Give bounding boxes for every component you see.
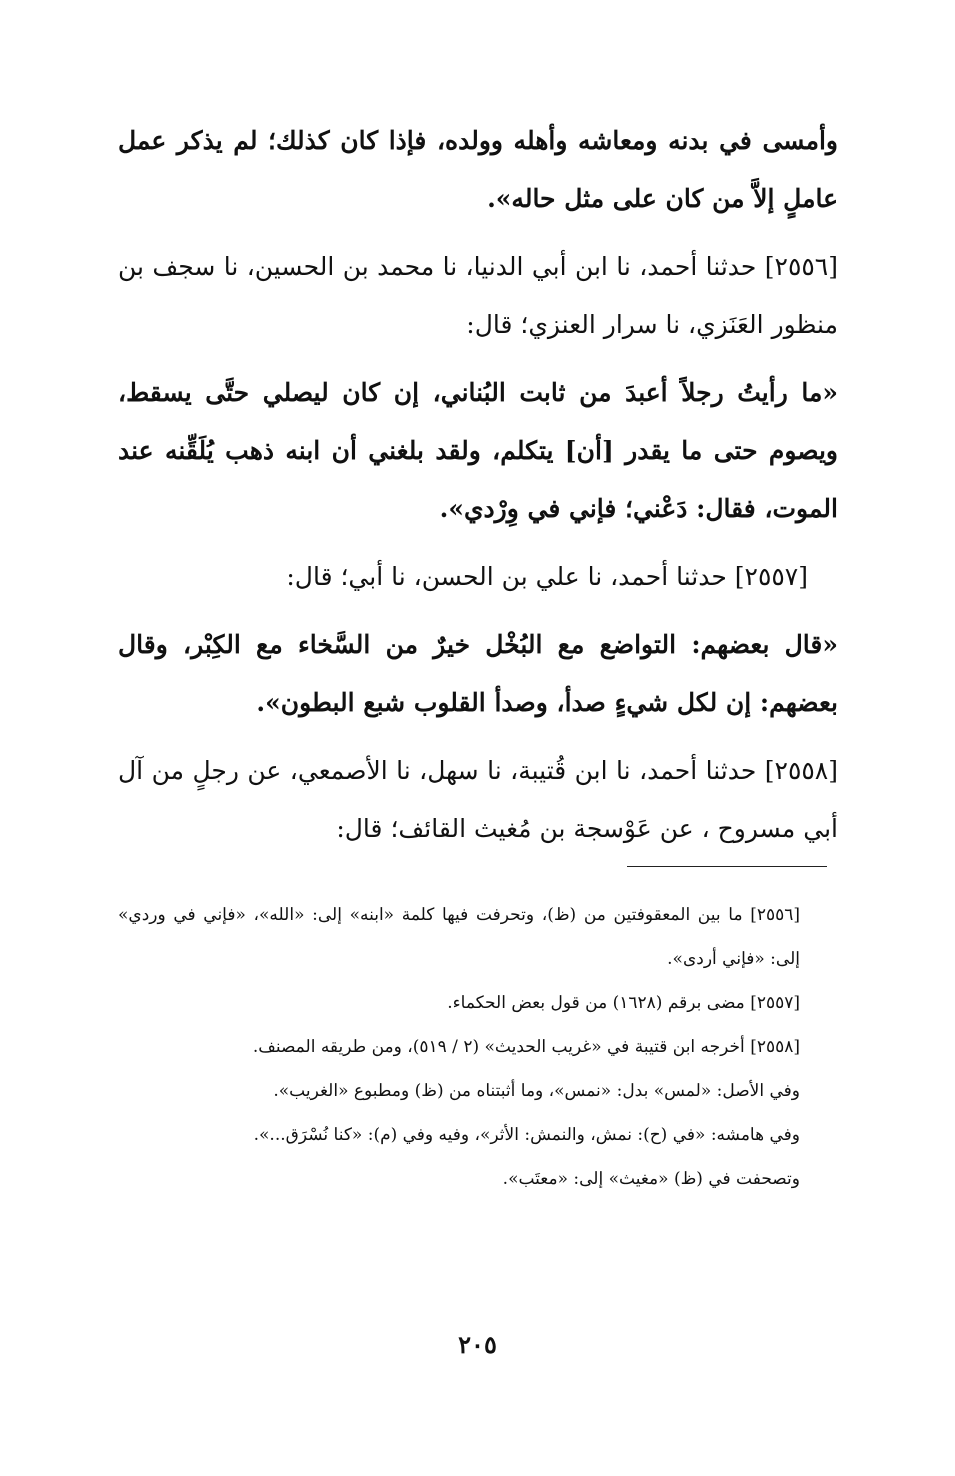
- main-text: [118, 112, 838, 868]
- footnote-2556: [٢٥٥٦] ما بين المعقوفتين من (ظ)، وتحرفت فيها كلمة «ابنه» إلى: «الله»، «فإني في وردي» إلى: «فإني أردى».: [118, 905, 800, 969]
- footnote-2558-tashif: وتصحفت في (ظ) «مغيث» إلى: «معتَب».: [502, 1169, 800, 1189]
- matn-2557: «قال بعضهم: التواضع مع البُخْل خيرٌ من السَّخاء مع الكِبْر، وقال بعضهم: إن لكل شيءٍ صدأ، وصدأ القلوب شبع البطون».: [118, 630, 838, 717]
- footnote-divider: [627, 866, 827, 867]
- matn-2556: «ما رأيتُ رجلاً أعبدَ من ثابت البُناني، إن كان ليصلي حتَّى يسقط، ويصوم حتى ما يقدر [أن] يتكلم، ولقد بلغني أن ابنه ذهب يُلَقِّنه عند الموت، فقال: دَعْني؛ فإني في وِرْدي».: [118, 378, 838, 523]
- footnote-2558-asl: وفي الأصل: «لمس» بدل: «نمس»، وما أثبتناه من (ظ) ومطبوع «الغريب».: [273, 1081, 800, 1101]
- isnad-2556: [٢٥٥٦] حدثنا أحمد، نا ابن أبي الدنيا، نا محمد بن الحسين، نا سجف بن منظور العَنَزي، نا سرار العنزي؛ قال:: [118, 252, 838, 339]
- footnote-2557: [٢٥٥٧] مضى برقم (١٦٢٨) من قول بعض الحكماء.: [447, 993, 800, 1013]
- isnad-2558: [٢٥٥٨] حدثنا أحمد، نا ابن قُتيبة، نا سهل، نا الأصمعي، عن رجلٍ من آل أبي مسروح ، عن عَوْسجة بن مُغيث القائف؛ قال:: [118, 756, 838, 843]
- footnotes: [118, 893, 830, 1201]
- footnote-2558-hamish: وفي هامشه: «في (ح): نمش، والنمش: الأثر»، وفيه وفي (م): «كنا نُسْرَق...».: [253, 1125, 800, 1145]
- page-number: ٢٠٥: [458, 1330, 497, 1359]
- isnad-2557: [٢٥٥٧] حدثنا أحمد، نا علي بن الحسن، نا أبي؛ قال:: [286, 562, 808, 591]
- paragraph-continuation: وأمسى في بدنه ومعاشه وأهله وولده، فإذا كان كذلك؛ لم يذكر عمل عاملٍ إلاَّ من كان على مثل حاله».: [118, 126, 838, 213]
- footnote-2558: [٢٥٥٨] أخرجه ابن قتيبة في «غريب الحديث» (٢ / ٥١٩)، ومن طريقه المصنف.: [252, 1037, 800, 1057]
